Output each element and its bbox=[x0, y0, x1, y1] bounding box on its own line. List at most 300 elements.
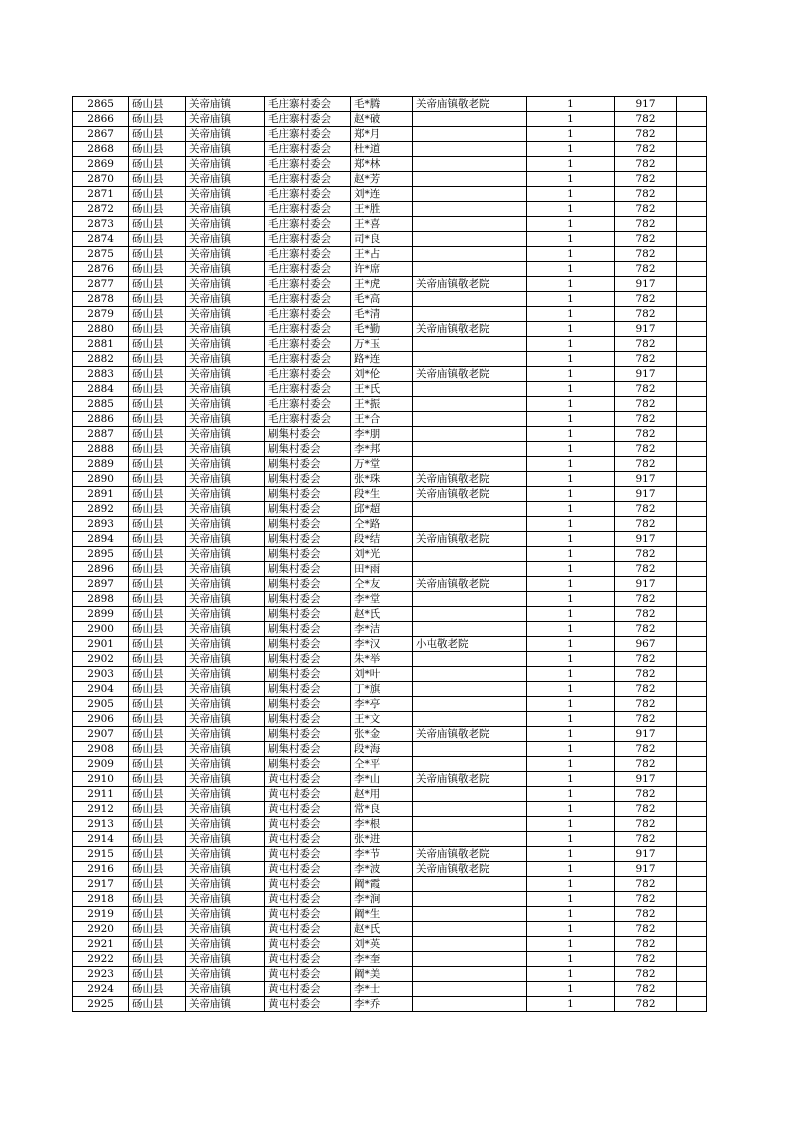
town-cell: 关帝庙镇 bbox=[186, 637, 265, 652]
county-cell: 砀山县 bbox=[129, 172, 186, 187]
serial-number-cell: 2880 bbox=[73, 322, 129, 337]
serial-number-cell: 2925 bbox=[73, 997, 129, 1012]
table-row bbox=[73, 817, 707, 832]
county-cell: 砀山县 bbox=[129, 682, 186, 697]
village-committee-cell: 毛庄寨村委会 bbox=[265, 217, 351, 232]
amount-cell: 782 bbox=[615, 142, 677, 157]
serial-number-cell: 2902 bbox=[73, 652, 129, 667]
serial-number-cell: 2872 bbox=[73, 202, 129, 217]
count-cell: 1 bbox=[527, 367, 615, 382]
village-committee-cell: 刷集村委会 bbox=[265, 517, 351, 532]
table-row bbox=[73, 352, 707, 367]
count-cell: 1 bbox=[527, 967, 615, 982]
village-committee-cell: 毛庄寨村委会 bbox=[265, 97, 351, 112]
town-cell: 关帝庙镇 bbox=[186, 772, 265, 787]
person-name-cell: 李*波 bbox=[351, 862, 413, 877]
person-name-cell: 张*金 bbox=[351, 727, 413, 742]
note-cell bbox=[677, 397, 707, 412]
town-cell: 关帝庙镇 bbox=[186, 832, 265, 847]
nursing-home-cell bbox=[413, 427, 527, 442]
nursing-home-cell bbox=[413, 997, 527, 1012]
amount-cell: 782 bbox=[615, 742, 677, 757]
village-committee-cell: 毛庄寨村委会 bbox=[265, 367, 351, 382]
serial-number-cell: 2922 bbox=[73, 952, 129, 967]
note-cell bbox=[677, 742, 707, 757]
serial-number-cell: 2910 bbox=[73, 772, 129, 787]
county-cell: 砀山县 bbox=[129, 157, 186, 172]
amount-cell: 917 bbox=[615, 577, 677, 592]
county-cell: 砀山县 bbox=[129, 832, 186, 847]
county-cell: 砀山县 bbox=[129, 667, 186, 682]
village-committee-cell: 黄屯村委会 bbox=[265, 937, 351, 952]
town-cell: 关帝庙镇 bbox=[186, 412, 265, 427]
county-cell: 砀山县 bbox=[129, 112, 186, 127]
person-name-cell: 王*氏 bbox=[351, 382, 413, 397]
town-cell: 关帝庙镇 bbox=[186, 262, 265, 277]
count-cell: 1 bbox=[527, 337, 615, 352]
amount-cell: 782 bbox=[615, 337, 677, 352]
town-cell: 关帝庙镇 bbox=[186, 247, 265, 262]
count-cell: 1 bbox=[527, 892, 615, 907]
person-name-cell: 李*涧 bbox=[351, 892, 413, 907]
nursing-home-cell bbox=[413, 457, 527, 472]
county-cell: 砀山县 bbox=[129, 187, 186, 202]
village-committee-cell: 刷集村委会 bbox=[265, 562, 351, 577]
county-cell: 砀山县 bbox=[129, 487, 186, 502]
serial-number-cell: 2895 bbox=[73, 547, 129, 562]
nursing-home-cell: 关帝庙镇敬老院 bbox=[413, 772, 527, 787]
nursing-home-cell: 关帝庙镇敬老院 bbox=[413, 487, 527, 502]
table-row bbox=[73, 472, 707, 487]
town-cell: 关帝庙镇 bbox=[186, 682, 265, 697]
town-cell: 关帝庙镇 bbox=[186, 442, 265, 457]
table-row bbox=[73, 892, 707, 907]
person-name-cell: 仝*路 bbox=[351, 517, 413, 532]
person-name-cell: 赵*氏 bbox=[351, 607, 413, 622]
village-committee-cell: 黄屯村委会 bbox=[265, 847, 351, 862]
table-row bbox=[73, 952, 707, 967]
town-cell: 关帝庙镇 bbox=[186, 487, 265, 502]
nursing-home-cell bbox=[413, 757, 527, 772]
nursing-home-cell bbox=[413, 817, 527, 832]
village-committee-cell: 毛庄寨村委会 bbox=[265, 232, 351, 247]
note-cell bbox=[677, 787, 707, 802]
town-cell: 关帝庙镇 bbox=[186, 382, 265, 397]
table-row bbox=[73, 142, 707, 157]
table-row bbox=[73, 847, 707, 862]
person-name-cell: 毛*勤 bbox=[351, 322, 413, 337]
person-name-cell: 毛*腾 bbox=[351, 97, 413, 112]
village-committee-cell: 毛庄寨村委会 bbox=[265, 112, 351, 127]
village-committee-cell: 毛庄寨村委会 bbox=[265, 172, 351, 187]
note-cell bbox=[677, 292, 707, 307]
table-row bbox=[73, 652, 707, 667]
village-committee-cell: 毛庄寨村委会 bbox=[265, 307, 351, 322]
note-cell bbox=[677, 622, 707, 637]
nursing-home-cell bbox=[413, 667, 527, 682]
count-cell: 1 bbox=[527, 217, 615, 232]
serial-number-cell: 2915 bbox=[73, 847, 129, 862]
person-name-cell: 李*山 bbox=[351, 772, 413, 787]
table-row bbox=[73, 427, 707, 442]
person-name-cell: 司*良 bbox=[351, 232, 413, 247]
table-row bbox=[73, 727, 707, 742]
town-cell: 关帝庙镇 bbox=[186, 202, 265, 217]
county-cell: 砀山县 bbox=[129, 892, 186, 907]
note-cell bbox=[677, 847, 707, 862]
nursing-home-cell: 关帝庙镇敬老院 bbox=[413, 277, 527, 292]
town-cell: 关帝庙镇 bbox=[186, 802, 265, 817]
county-cell: 砀山县 bbox=[129, 442, 186, 457]
table-row bbox=[73, 442, 707, 457]
village-committee-cell: 黄屯村委会 bbox=[265, 787, 351, 802]
note-cell bbox=[677, 112, 707, 127]
town-cell: 关帝庙镇 bbox=[186, 937, 265, 952]
county-cell: 砀山县 bbox=[129, 127, 186, 142]
serial-number-cell: 2916 bbox=[73, 862, 129, 877]
note-cell bbox=[677, 997, 707, 1012]
note-cell bbox=[677, 757, 707, 772]
serial-number-cell: 2889 bbox=[73, 457, 129, 472]
table-row bbox=[73, 832, 707, 847]
note-cell bbox=[677, 187, 707, 202]
amount-cell: 782 bbox=[615, 382, 677, 397]
town-cell: 关帝庙镇 bbox=[186, 652, 265, 667]
amount-cell: 782 bbox=[615, 817, 677, 832]
village-committee-cell: 毛庄寨村委会 bbox=[265, 322, 351, 337]
village-committee-cell: 黄屯村委会 bbox=[265, 907, 351, 922]
county-cell: 砀山县 bbox=[129, 592, 186, 607]
county-cell: 砀山县 bbox=[129, 367, 186, 382]
town-cell: 关帝庙镇 bbox=[186, 997, 265, 1012]
nursing-home-cell bbox=[413, 937, 527, 952]
amount-cell: 782 bbox=[615, 292, 677, 307]
amount-cell: 917 bbox=[615, 367, 677, 382]
nursing-home-cell bbox=[413, 682, 527, 697]
person-name-cell: 田*雨 bbox=[351, 562, 413, 577]
serial-number-cell: 2913 bbox=[73, 817, 129, 832]
count-cell: 1 bbox=[527, 757, 615, 772]
serial-number-cell: 2875 bbox=[73, 247, 129, 262]
count-cell: 1 bbox=[527, 292, 615, 307]
note-cell bbox=[677, 502, 707, 517]
nursing-home-cell bbox=[413, 187, 527, 202]
village-committee-cell: 刷集村委会 bbox=[265, 727, 351, 742]
county-cell: 砀山县 bbox=[129, 142, 186, 157]
table-row bbox=[73, 457, 707, 472]
table-row bbox=[73, 697, 707, 712]
town-cell: 关帝庙镇 bbox=[186, 577, 265, 592]
person-name-cell: 许*席 bbox=[351, 262, 413, 277]
serial-number-cell: 2874 bbox=[73, 232, 129, 247]
village-committee-cell: 黄屯村委会 bbox=[265, 832, 351, 847]
amount-cell: 917 bbox=[615, 727, 677, 742]
table-row bbox=[73, 307, 707, 322]
note-cell bbox=[677, 652, 707, 667]
table-row bbox=[73, 532, 707, 547]
table-row bbox=[73, 742, 707, 757]
nursing-home-cell: 关帝庙镇敬老院 bbox=[413, 577, 527, 592]
note-cell bbox=[677, 247, 707, 262]
count-cell: 1 bbox=[527, 397, 615, 412]
village-committee-cell: 毛庄寨村委会 bbox=[265, 277, 351, 292]
serial-number-cell: 2923 bbox=[73, 967, 129, 982]
village-committee-cell: 毛庄寨村委会 bbox=[265, 292, 351, 307]
village-committee-cell: 毛庄寨村委会 bbox=[265, 337, 351, 352]
count-cell: 1 bbox=[527, 472, 615, 487]
person-name-cell: 毛*清 bbox=[351, 307, 413, 322]
table-row bbox=[73, 622, 707, 637]
amount-cell: 917 bbox=[615, 862, 677, 877]
village-committee-cell: 毛庄寨村委会 bbox=[265, 262, 351, 277]
serial-number-cell: 2898 bbox=[73, 592, 129, 607]
serial-number-cell: 2906 bbox=[73, 712, 129, 727]
table-row bbox=[73, 247, 707, 262]
nursing-home-cell bbox=[413, 982, 527, 997]
count-cell: 1 bbox=[527, 637, 615, 652]
table-row bbox=[73, 577, 707, 592]
count-cell: 1 bbox=[527, 427, 615, 442]
serial-number-cell: 2908 bbox=[73, 742, 129, 757]
table-row bbox=[73, 547, 707, 562]
amount-cell: 782 bbox=[615, 307, 677, 322]
amount-cell: 782 bbox=[615, 202, 677, 217]
village-committee-cell: 刷集村委会 bbox=[265, 592, 351, 607]
table-body bbox=[73, 97, 707, 1012]
count-cell: 1 bbox=[527, 697, 615, 712]
county-cell: 砀山县 bbox=[129, 292, 186, 307]
table-row bbox=[73, 337, 707, 352]
table-row bbox=[73, 967, 707, 982]
person-name-cell: 郑*月 bbox=[351, 127, 413, 142]
county-cell: 砀山县 bbox=[129, 967, 186, 982]
note-cell bbox=[677, 127, 707, 142]
county-cell: 砀山县 bbox=[129, 757, 186, 772]
county-cell: 砀山县 bbox=[129, 637, 186, 652]
town-cell: 关帝庙镇 bbox=[186, 472, 265, 487]
amount-cell: 782 bbox=[615, 922, 677, 937]
note-cell bbox=[677, 982, 707, 997]
table-row bbox=[73, 562, 707, 577]
amount-cell: 782 bbox=[615, 832, 677, 847]
note-cell bbox=[677, 442, 707, 457]
person-name-cell: 李*根 bbox=[351, 817, 413, 832]
nursing-home-cell bbox=[413, 307, 527, 322]
person-name-cell: 李*亭 bbox=[351, 697, 413, 712]
serial-number-cell: 2907 bbox=[73, 727, 129, 742]
note-cell bbox=[677, 577, 707, 592]
nursing-home-cell bbox=[413, 697, 527, 712]
nursing-home-cell bbox=[413, 907, 527, 922]
count-cell: 1 bbox=[527, 577, 615, 592]
village-committee-cell: 黄屯村委会 bbox=[265, 982, 351, 997]
note-cell bbox=[677, 772, 707, 787]
person-name-cell: 邱*超 bbox=[351, 502, 413, 517]
note-cell bbox=[677, 967, 707, 982]
nursing-home-cell bbox=[413, 952, 527, 967]
note-cell bbox=[677, 937, 707, 952]
amount-cell: 967 bbox=[615, 637, 677, 652]
table-row bbox=[73, 487, 707, 502]
person-name-cell: 赵*用 bbox=[351, 787, 413, 802]
table-row bbox=[73, 382, 707, 397]
count-cell: 1 bbox=[527, 727, 615, 742]
town-cell: 关帝庙镇 bbox=[186, 967, 265, 982]
amount-cell: 917 bbox=[615, 772, 677, 787]
count-cell: 1 bbox=[527, 982, 615, 997]
town-cell: 关帝庙镇 bbox=[186, 367, 265, 382]
person-name-cell: 赵*芳 bbox=[351, 172, 413, 187]
person-name-cell: 郑*林 bbox=[351, 157, 413, 172]
amount-cell: 782 bbox=[615, 187, 677, 202]
village-committee-cell: 毛庄寨村委会 bbox=[265, 127, 351, 142]
count-cell: 1 bbox=[527, 877, 615, 892]
person-name-cell: 毛*高 bbox=[351, 292, 413, 307]
table-row bbox=[73, 157, 707, 172]
amount-cell: 782 bbox=[615, 997, 677, 1012]
town-cell: 关帝庙镇 bbox=[186, 517, 265, 532]
serial-number-cell: 2901 bbox=[73, 637, 129, 652]
town-cell: 关帝庙镇 bbox=[186, 952, 265, 967]
table-row bbox=[73, 202, 707, 217]
town-cell: 关帝庙镇 bbox=[186, 397, 265, 412]
note-cell bbox=[677, 562, 707, 577]
amount-cell: 917 bbox=[615, 97, 677, 112]
county-cell: 砀山县 bbox=[129, 652, 186, 667]
table-row bbox=[73, 322, 707, 337]
county-cell: 砀山县 bbox=[129, 772, 186, 787]
note-cell bbox=[677, 262, 707, 277]
person-name-cell: 段*生 bbox=[351, 487, 413, 502]
count-cell: 1 bbox=[527, 832, 615, 847]
town-cell: 关帝庙镇 bbox=[186, 712, 265, 727]
person-name-cell: 赵*氏 bbox=[351, 922, 413, 937]
note-cell bbox=[677, 202, 707, 217]
amount-cell: 782 bbox=[615, 952, 677, 967]
person-name-cell: 仝*友 bbox=[351, 577, 413, 592]
count-cell: 1 bbox=[527, 547, 615, 562]
nursing-home-cell bbox=[413, 412, 527, 427]
count-cell: 1 bbox=[527, 142, 615, 157]
count-cell: 1 bbox=[527, 127, 615, 142]
village-committee-cell: 黄屯村委会 bbox=[265, 922, 351, 937]
note-cell bbox=[677, 172, 707, 187]
count-cell: 1 bbox=[527, 907, 615, 922]
amount-cell: 782 bbox=[615, 802, 677, 817]
serial-number-cell: 2911 bbox=[73, 787, 129, 802]
town-cell: 关帝庙镇 bbox=[186, 97, 265, 112]
table-row bbox=[73, 757, 707, 772]
town-cell: 关帝庙镇 bbox=[186, 217, 265, 232]
county-cell: 砀山县 bbox=[129, 802, 186, 817]
data-table bbox=[72, 96, 707, 1012]
person-name-cell: 刘*连 bbox=[351, 187, 413, 202]
town-cell: 关帝庙镇 bbox=[186, 292, 265, 307]
note-cell bbox=[677, 892, 707, 907]
county-cell: 砀山县 bbox=[129, 937, 186, 952]
note-cell bbox=[677, 232, 707, 247]
table-row bbox=[73, 787, 707, 802]
note-cell bbox=[677, 472, 707, 487]
amount-cell: 782 bbox=[615, 622, 677, 637]
county-cell: 砀山县 bbox=[129, 952, 186, 967]
serial-number-cell: 2921 bbox=[73, 937, 129, 952]
note-cell bbox=[677, 877, 707, 892]
serial-number-cell: 2893 bbox=[73, 517, 129, 532]
amount-cell: 782 bbox=[615, 982, 677, 997]
village-committee-cell: 黄屯村委会 bbox=[265, 862, 351, 877]
amount-cell: 782 bbox=[615, 502, 677, 517]
nursing-home-cell bbox=[413, 517, 527, 532]
amount-cell: 782 bbox=[615, 937, 677, 952]
count-cell: 1 bbox=[527, 712, 615, 727]
county-cell: 砀山县 bbox=[129, 307, 186, 322]
count-cell: 1 bbox=[527, 412, 615, 427]
nursing-home-cell bbox=[413, 502, 527, 517]
county-cell: 砀山县 bbox=[129, 502, 186, 517]
town-cell: 关帝庙镇 bbox=[186, 787, 265, 802]
table-row bbox=[73, 667, 707, 682]
nursing-home-cell bbox=[413, 352, 527, 367]
nursing-home-cell bbox=[413, 592, 527, 607]
county-cell: 砀山县 bbox=[129, 727, 186, 742]
amount-cell: 782 bbox=[615, 457, 677, 472]
serial-number-cell: 2917 bbox=[73, 877, 129, 892]
note-cell bbox=[677, 922, 707, 937]
person-name-cell: 李*邦 bbox=[351, 442, 413, 457]
count-cell: 1 bbox=[527, 682, 615, 697]
town-cell: 关帝庙镇 bbox=[186, 232, 265, 247]
count-cell: 1 bbox=[527, 202, 615, 217]
table-row bbox=[73, 232, 707, 247]
note-cell bbox=[677, 142, 707, 157]
table-row bbox=[73, 97, 707, 112]
town-cell: 关帝庙镇 bbox=[186, 982, 265, 997]
table-row bbox=[73, 412, 707, 427]
county-cell: 砀山县 bbox=[129, 322, 186, 337]
note-cell bbox=[677, 727, 707, 742]
note-cell bbox=[677, 802, 707, 817]
village-committee-cell: 刷集村委会 bbox=[265, 487, 351, 502]
nursing-home-cell bbox=[413, 112, 527, 127]
table-row bbox=[73, 112, 707, 127]
village-committee-cell: 刷集村委会 bbox=[265, 652, 351, 667]
person-name-cell: 阚*霞 bbox=[351, 877, 413, 892]
nursing-home-cell bbox=[413, 787, 527, 802]
town-cell: 关帝庙镇 bbox=[186, 307, 265, 322]
note-cell bbox=[677, 547, 707, 562]
note-cell bbox=[677, 607, 707, 622]
village-committee-cell: 毛庄寨村委会 bbox=[265, 142, 351, 157]
table-row bbox=[73, 682, 707, 697]
nursing-home-cell bbox=[413, 337, 527, 352]
county-cell: 砀山县 bbox=[129, 517, 186, 532]
table-row bbox=[73, 982, 707, 997]
note-cell bbox=[677, 367, 707, 382]
person-name-cell: 万*玉 bbox=[351, 337, 413, 352]
village-committee-cell: 黄屯村委会 bbox=[265, 967, 351, 982]
table-row bbox=[73, 367, 707, 382]
county-cell: 砀山县 bbox=[129, 907, 186, 922]
nursing-home-cell bbox=[413, 922, 527, 937]
county-cell: 砀山县 bbox=[129, 202, 186, 217]
note-cell bbox=[677, 832, 707, 847]
person-name-cell: 王*虎 bbox=[351, 277, 413, 292]
table-row bbox=[73, 862, 707, 877]
village-committee-cell: 刷集村委会 bbox=[265, 637, 351, 652]
person-name-cell: 刘*伦 bbox=[351, 367, 413, 382]
amount-cell: 917 bbox=[615, 487, 677, 502]
